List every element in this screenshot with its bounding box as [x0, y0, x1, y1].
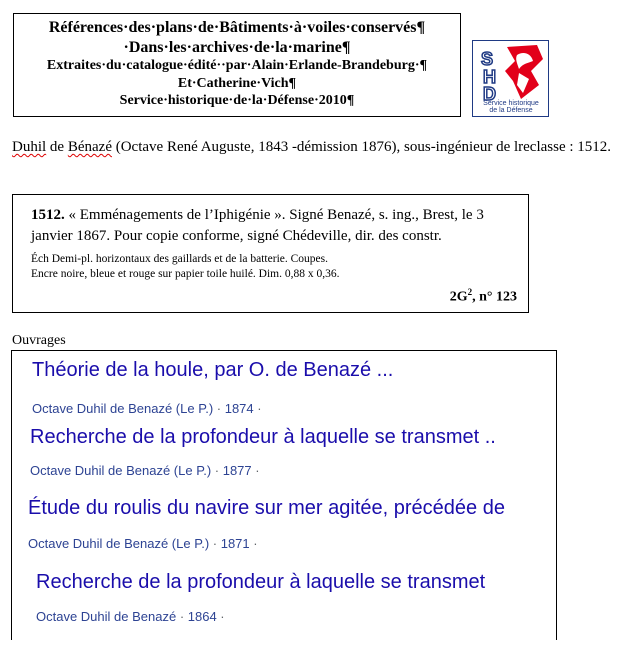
entry-ref-suffix: , n° 123 — [472, 289, 517, 305]
result-title-2[interactable]: Recherche de la profondeur à laquelle se transmet .. — [30, 426, 496, 448]
result-author-4[interactable]: Octave Duhil de Benazé — [36, 609, 177, 624]
entry-number: 1512. — [31, 207, 65, 223]
result-tail-3: · — [249, 536, 258, 551]
intro-text-rest: (Octave René Auguste, 1843 -démission 1876), sous-ingénieur de lreclasse : 1512. — [111, 139, 612, 155]
shd-logo — [472, 40, 549, 117]
result-year-1: 1874 — [224, 401, 254, 416]
name-benaze: Bénazé — [67, 139, 112, 155]
header-line-5: Service·historique·de·la·Défense·2010¶ — [119, 93, 355, 108]
entry-details-line-1: Éch Demi-pl. horizontaux des gaillards et de la batterie. Coupes. — [31, 253, 328, 265]
result-sep-2: · — [211, 463, 223, 478]
header-line-3: Extraites·du·catalogue·édité··par·Alain·Erlande-Brandeburg·¶ — [46, 58, 428, 73]
header-line-4: Et·Catherine·Vich¶ — [177, 76, 297, 91]
result-meta-3 — [28, 536, 258, 551]
name-duhil: Duhil — [12, 139, 47, 155]
entry-ref-prefix: 2G — [449, 289, 468, 305]
result-year-4: 1864 — [187, 609, 217, 624]
result-tail-4: · — [216, 609, 225, 624]
ouvrages-results-box — [11, 350, 557, 640]
result-sep-4: · — [176, 609, 188, 624]
intro-text-mid: de — [46, 139, 68, 155]
result-sep-3: · — [209, 536, 221, 551]
result-author-2[interactable]: Octave Duhil de Benazé (Le P.) — [30, 463, 212, 478]
svg-text:D: D — [483, 84, 496, 101]
result-year-3: 1871 — [220, 536, 250, 551]
result-author-1[interactable]: Octave Duhil de Benazé (Le P.) — [32, 401, 214, 416]
result-meta-4 — [36, 609, 225, 624]
intro-paragraph — [12, 138, 612, 156]
ouvrages-label: Ouvrages — [12, 333, 66, 348]
result-title-3[interactable]: Étude du roulis du navire sur mer agitée, précédée de — [28, 497, 505, 519]
catalogue-entry-box — [12, 194, 529, 313]
entry-reference — [450, 287, 517, 306]
result-meta-1 — [32, 401, 262, 416]
result-author-3[interactable]: Octave Duhil de Benazé (Le P.) — [28, 536, 210, 551]
logo-caption — [476, 100, 546, 114]
entry-description: « Emménagements de l’Iphigénie ». Signé Benazé, s. ing., Brest, le 3 janvier 1867. Pour copie conforme, signé Chédeville, dir. des constr. — [31, 207, 484, 244]
result-title-1[interactable]: Théorie de la houle, par O. de Benazé ... — [32, 359, 394, 381]
result-year-2: 1877 — [222, 463, 252, 478]
header-line-2: ·Dans·les·archives·de·la·marine¶ — [123, 39, 351, 56]
header-line-1: Références·des·plans·de·Bâtiments·à·voiles·conservés¶ — [48, 19, 426, 36]
logo-caption-line-2: de la Défense — [489, 107, 533, 114]
result-meta-2 — [30, 463, 260, 478]
svg-text:H: H — [483, 67, 496, 87]
header-box — [13, 13, 461, 117]
svg-text:S: S — [481, 49, 494, 69]
result-tail-1: · — [253, 401, 262, 416]
logo-caption-line-1: Service historique — [483, 100, 539, 107]
shd-logo-icon — [473, 41, 548, 101]
result-tail-2: · — [251, 463, 260, 478]
entry-ref-sup: 2 — [467, 287, 473, 297]
entry-main-text — [31, 205, 521, 247]
result-sep-1: · — [213, 401, 225, 416]
result-title-4[interactable]: Recherche de la profondeur à laquelle se transmet — [36, 571, 486, 593]
entry-details — [31, 252, 521, 282]
entry-details-line-2: Encre noire, bleue et rouge sur papier toile huilé. Dim. 0,88 x 0,36. — [31, 268, 340, 280]
